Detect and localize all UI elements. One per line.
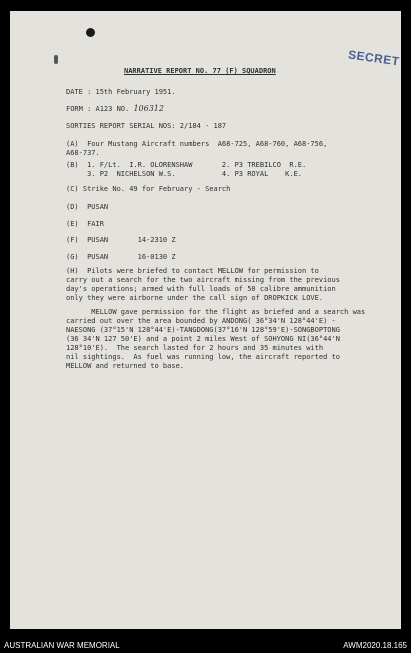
section-d: (D) PUSAN (66, 203, 109, 211)
footer-institution: AUSTRALIAN WAR MEMORIAL (4, 641, 120, 650)
para-h-line-2: carry out a search for the two aircraft missing from the previous (66, 276, 340, 284)
punch-hole (86, 28, 95, 37)
date-line: DATE : 15th February 1951. (66, 88, 176, 96)
section-c: (C) Strike No. 49 for February - Search (66, 185, 231, 193)
section-a-line-2: A68-737. (66, 149, 100, 157)
form-line (66, 104, 164, 114)
serial-line: SORTIES REPORT SERIAL NOS: 2/184 - 187 (66, 122, 227, 130)
para-mellow-line-1: MELLOW gave permission for the flight as briefed and a search was (66, 308, 366, 316)
para-mellow-line-4: (36 34'N 127 50'E) and a point 2 miles West of SOHYONG NI(36°44'N (66, 335, 340, 343)
section-b-line-1: (B) 1. F/Lt. I.R. OLORENSHAW 2. P3 TREBILCO R.E. (66, 161, 307, 169)
ink-smudge (54, 55, 58, 64)
secret-stamp: SECRET (347, 47, 401, 69)
report-title: NARRATIVE REPORT NO. 77 (F) SQUADRON (124, 67, 276, 75)
section-f: (F) PUSAN 14-2310 Z (66, 236, 176, 244)
para-h-line-3: day's operations; armed with full loads of 50 calibre ammunition (66, 285, 336, 293)
para-h-line-4: only they were airborne under the call sign of DROPKICK LOVE. (66, 294, 324, 302)
section-a-line-1: (A) Four Mustang Aircraft numbers A68-725, A68-760, A68-756, (66, 140, 328, 148)
para-mellow-line-3: NAESONG (37°15'N 128°44'E)-TANGDONG(37°16'N 128°59'E)-SONGBOPTONG (66, 326, 340, 334)
form-label: FORM : A123 NO. (66, 105, 130, 113)
para-mellow-line-5: 128°10'E). The search lasted for 2 hours and 35 minutes with (66, 344, 324, 352)
para-mellow-line-2: carried out over the area bounded by ANDONG( 36°34'N 128°44'E) - (66, 317, 336, 325)
para-h-line-1: (H) Pilots were briefed to contact MELLOW for permission to (66, 267, 319, 275)
para-mellow-line-6: nil sightings. As fuel was running low, the aircraft reported to (66, 353, 340, 361)
section-g: (G) PUSAN 16-0130 Z (66, 253, 176, 261)
section-e: (E) FAIR (66, 220, 104, 228)
form-number-handwritten: 106312 (133, 104, 164, 113)
section-b-line-2: 3. P2 NICHELSON W.S. 4. P3 ROYAL K.E. (66, 170, 303, 178)
para-mellow-line-7: MELLOW and returned to base. (66, 362, 185, 370)
footer-accession-number: AWM2020.18.165 (343, 641, 407, 650)
